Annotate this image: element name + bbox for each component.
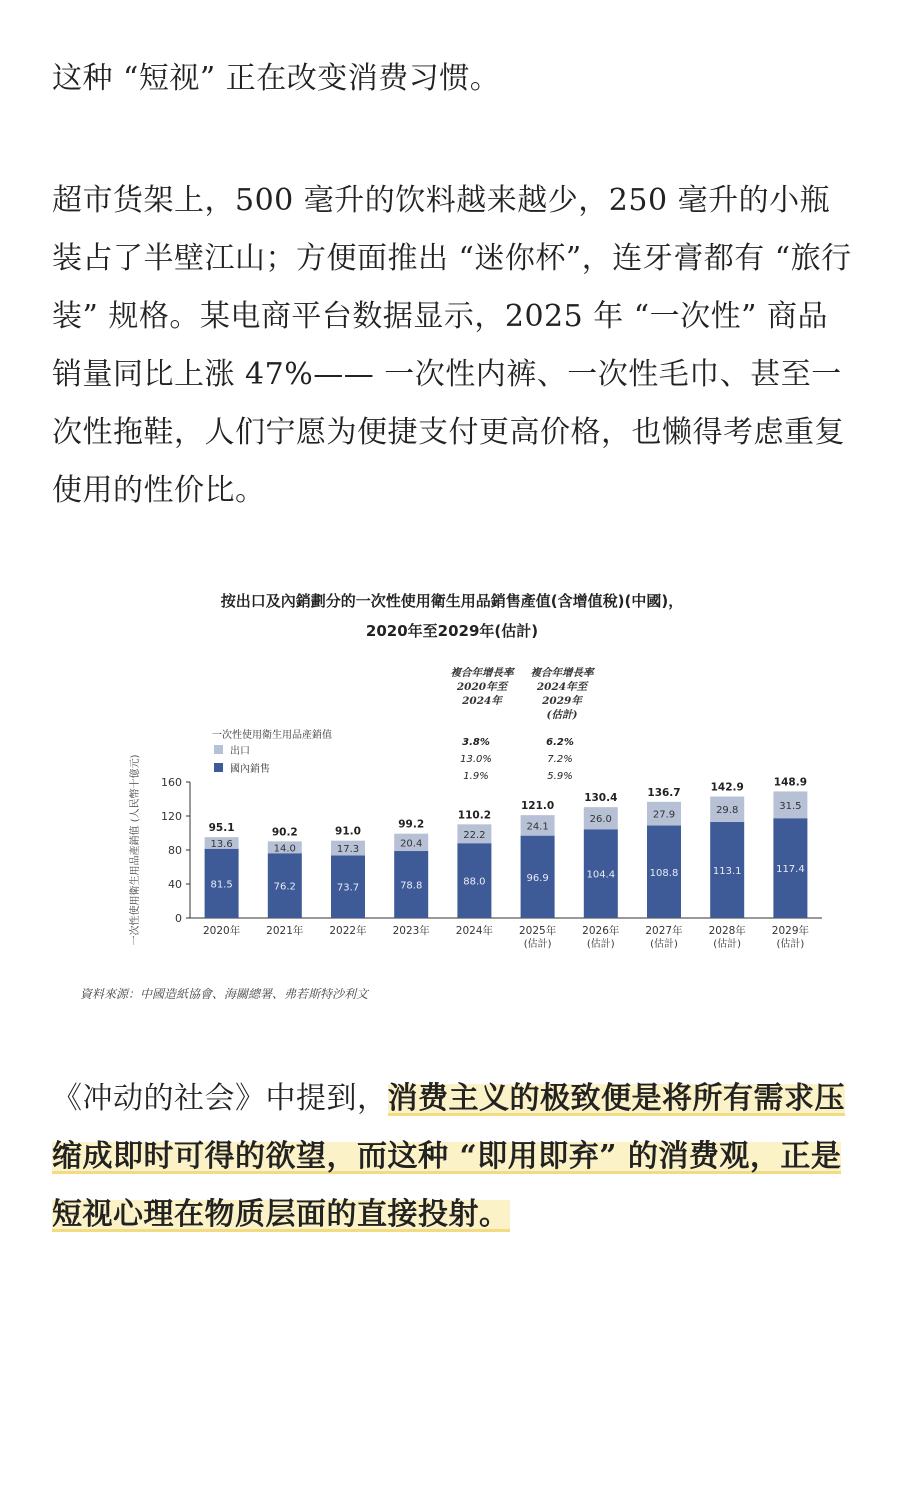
cagr-header-right: 複合年增長率 bbox=[530, 667, 594, 679]
x-tick-label: 2022年 bbox=[329, 925, 367, 937]
paragraph-consumption-examples: 超市货架上，500 毫升的饮料越来越少，250 毫升的小瓶装占了半壁江山；方便面推出 “迷你杯”，连牙膏都有 “旅行装” 规格。某电商平台数据显示，2025 年 “一次性” 商品销量同比上涨 47%—— 一次性内裤、一次性毛巾、甚至一次性拖鞋，人们宁愿为便捷支付更高价格，也懒得考虑重复使用的性价比。 bbox=[52, 183, 852, 508]
x-tick-estimate-label: (估計) bbox=[586, 939, 615, 950]
cagr-value-right: 5.9% bbox=[547, 771, 573, 782]
paragraph-quote bbox=[52, 1070, 852, 1244]
bar-total-label: 148.9 bbox=[773, 776, 808, 789]
x-tick-estimate-label: (估計) bbox=[713, 939, 742, 950]
y-tick-label: 120 bbox=[161, 810, 182, 823]
bar-export-label: 17.3 bbox=[336, 844, 360, 856]
legend-title: 一次性使用衛生用品產銷值 bbox=[212, 730, 332, 741]
cagr-value-right: 6.2% bbox=[546, 737, 574, 748]
legend-label-domestic: 國內銷售 bbox=[230, 764, 270, 775]
y-tick-label: 160 bbox=[161, 776, 182, 789]
chart-source: 資料來源：中國造紙協會、海關總署、弗若斯特沙利文 bbox=[80, 987, 369, 1001]
bar-total-label: 121.0 bbox=[520, 800, 555, 813]
paragraph-intro: 这种 “短视” 正在改变消费习惯。 bbox=[52, 61, 501, 96]
cagr-annotation bbox=[451, 666, 595, 782]
bar-export-label: 29.8 bbox=[716, 805, 739, 817]
bar-export-label: 20.4 bbox=[400, 838, 423, 850]
x-tick-label: 2023年 bbox=[392, 925, 430, 937]
x-tick-estimate-label: (估計) bbox=[776, 939, 805, 950]
y-tick-label: 80 bbox=[168, 844, 182, 857]
cagr-value-right: 7.2% bbox=[547, 754, 573, 765]
chart-subtitle: 2020年至2029年(估計) bbox=[365, 622, 539, 640]
bar-total-label: 130.4 bbox=[584, 792, 618, 805]
x-tick-label: 2027年 bbox=[645, 925, 683, 937]
bar-domestic-label: 81.5 bbox=[210, 879, 233, 891]
cagr-header-left: 複合年增長率 bbox=[450, 667, 514, 679]
bar-domestic-label: 76.2 bbox=[273, 881, 296, 893]
cagr-header-right: 2029年 bbox=[542, 695, 582, 707]
chart-bars bbox=[203, 776, 810, 950]
chart-title: 按出口及內銷劃分的一次性使用衛生用品銷售產值(含增值稅)(中國)， bbox=[220, 592, 684, 610]
bar-total-label: 91.0 bbox=[335, 825, 361, 838]
bar-total-label: 99.2 bbox=[398, 818, 425, 831]
legend-swatch-export bbox=[214, 745, 223, 754]
x-tick-label: 2029年 bbox=[771, 925, 810, 937]
quote-highlight: 消费主义的极致便是将所有需求压缩成即时可得的欲望，而这种 “即用即弃” 的消费观，正是短视心理在物质层面的直接投射。 bbox=[52, 1081, 845, 1232]
x-tick-estimate-label: (估計) bbox=[650, 939, 678, 950]
bar-export-label: 31.5 bbox=[779, 800, 802, 812]
y-axis-label: 一次性使用衛生用品產銷值 (人民幣十億元) bbox=[130, 754, 141, 946]
bar-domestic-label: 78.8 bbox=[400, 880, 423, 892]
x-tick-estimate-label: (估計) bbox=[523, 939, 552, 950]
bar-total-label: 142.9 bbox=[710, 781, 744, 794]
bar-domestic-label: 104.4 bbox=[586, 869, 616, 881]
bar-export-label: 13.6 bbox=[210, 838, 233, 850]
bar-domestic-label: 88.0 bbox=[463, 876, 486, 888]
bar-export-label: 22.2 bbox=[463, 829, 486, 841]
bar-total-label: 110.2 bbox=[457, 809, 492, 822]
cagr-value-left: 3.8% bbox=[462, 737, 490, 748]
bar-domestic-label: 108.8 bbox=[649, 867, 679, 879]
cagr-value-left: 13.0% bbox=[460, 754, 492, 765]
cagr-header-right: (估計) bbox=[546, 709, 578, 721]
sales-chart bbox=[52, 570, 852, 1020]
x-tick-label: 2024年 bbox=[455, 925, 494, 937]
bar-total-label: 136.7 bbox=[647, 786, 681, 799]
bar-domestic-label: 117.4 bbox=[776, 864, 805, 876]
x-tick-label: 2028年 bbox=[708, 925, 746, 937]
bar-total-label: 90.2 bbox=[271, 826, 298, 839]
cagr-header-right: 2024年至 bbox=[536, 681, 588, 693]
bar-export-label: 26.0 bbox=[589, 814, 612, 826]
y-tick-label: 40 bbox=[168, 878, 182, 891]
cagr-header-left: 2024年 bbox=[462, 695, 502, 707]
cagr-value-left: 1.9% bbox=[463, 771, 489, 782]
bar-export-label: 27.9 bbox=[652, 809, 676, 821]
bar-domestic-label: 73.7 bbox=[336, 882, 360, 894]
bar-domestic-label: 113.1 bbox=[712, 865, 742, 877]
x-tick-label: 2025年 bbox=[518, 925, 557, 937]
bar-total-label: 95.1 bbox=[208, 822, 235, 835]
x-tick-label: 2021年 bbox=[266, 925, 304, 937]
bar-export-label: 24.1 bbox=[526, 821, 549, 833]
bar-domestic-label: 96.9 bbox=[526, 872, 549, 884]
chart-legend bbox=[212, 728, 332, 775]
bar-export-label: 14.0 bbox=[273, 843, 296, 855]
x-tick-label: 2026年 bbox=[582, 925, 620, 937]
legend-swatch-domestic bbox=[214, 763, 223, 772]
x-tick-label: 2020年 bbox=[202, 925, 241, 937]
sales-chart-figure bbox=[52, 570, 852, 1020]
legend-label-export: 出口 bbox=[230, 746, 250, 757]
cagr-header-left: 2020年至 bbox=[456, 681, 508, 693]
y-tick-label: 0 bbox=[175, 912, 182, 925]
quote-prefix: 《冲动的社会》中提到， bbox=[52, 1081, 388, 1116]
